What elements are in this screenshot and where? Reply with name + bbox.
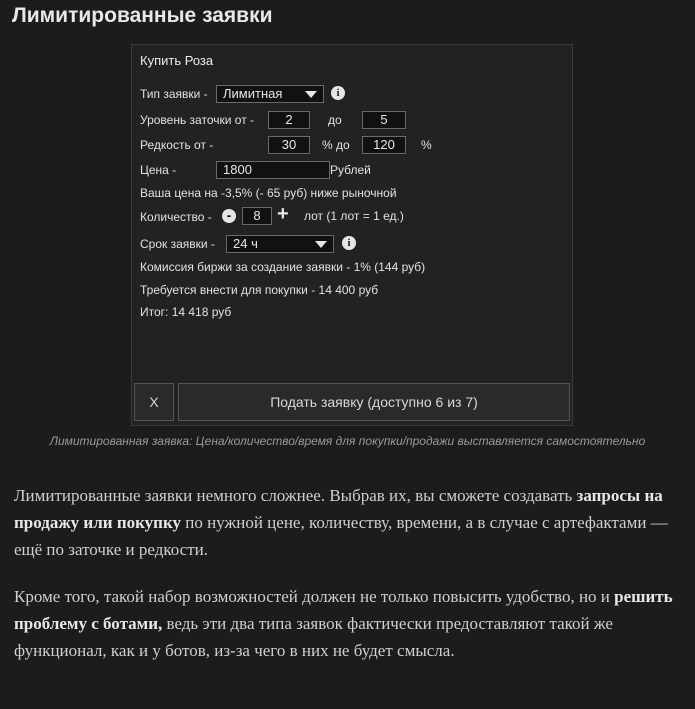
paragraph-1 bbox=[14, 482, 686, 563]
paragraph-1-text: Лимитированные заявки немного сложнее. Выбрав их, вы сможете создавать bbox=[14, 486, 577, 505]
paragraph-1-text-end: по нужной цене, количеству, времени, а в случае с артефактами — ещё по заточке и редкости. bbox=[14, 513, 668, 559]
total-text: Итог: 14 418 руб bbox=[140, 305, 232, 319]
price-label: Цена - bbox=[140, 163, 177, 177]
upgrade-to-input[interactable]: 5 bbox=[362, 111, 406, 129]
rarity-from-input[interactable]: 30 bbox=[268, 136, 310, 154]
price-unit: Рублей bbox=[330, 163, 371, 177]
duration-label: Срок заявки - bbox=[140, 237, 215, 251]
paragraph-2-bold: решить проблему с ботами, bbox=[14, 587, 673, 633]
article-heading: Лимитированные заявки bbox=[12, 4, 273, 27]
quantity-increment-button[interactable]: + bbox=[277, 203, 289, 225]
close-button[interactable]: X bbox=[134, 383, 174, 421]
commission-text: Комиссия биржи за создание заявки - 1% (144 руб) bbox=[140, 260, 426, 274]
order-type-select[interactable] bbox=[216, 85, 324, 103]
upgrade-from-input[interactable]: 2 bbox=[268, 111, 310, 129]
price-input[interactable]: 1800 bbox=[216, 161, 330, 179]
quantity-decrement-button[interactable]: - bbox=[222, 209, 236, 223]
image-caption: Лимитированная заявка: Цена/количество/время для покупки/продажи выставляется самостоятельно bbox=[49, 434, 646, 448]
rarity-to-label: % до bbox=[322, 138, 350, 152]
rarity-label: Редкость от - bbox=[140, 138, 214, 152]
info-icon[interactable]: i bbox=[331, 86, 345, 100]
quantity-input[interactable]: 8 bbox=[242, 207, 272, 225]
order-type-label: Тип заявки - bbox=[140, 87, 208, 101]
rarity-to-input[interactable]: 120 bbox=[362, 136, 406, 154]
chevron-down-icon bbox=[305, 91, 317, 98]
submit-order-button[interactable]: Подать заявку (доступно 6 из 7) bbox=[178, 383, 570, 421]
upgrade-to-label: до bbox=[328, 113, 342, 127]
required-amount-text: Требуется внести для покупки - 14 400 руб bbox=[140, 283, 379, 297]
rarity-percent-suffix: % bbox=[421, 138, 432, 152]
paragraph-2-text-end: ведь эти два типа заявок фактически предоставляют такой же функционал, как и у ботов, из-за чего в них не будет смысла. bbox=[14, 614, 613, 660]
duration-value: 24 ч bbox=[233, 236, 258, 251]
dialog-title: Купить Роза bbox=[140, 53, 214, 68]
paragraph-2 bbox=[14, 583, 686, 664]
upgrade-level-label: Уровень заточки от - bbox=[140, 113, 255, 127]
paragraph-1-bold: запросы на продажу или покупку bbox=[14, 486, 663, 532]
paragraph-2-text: Кроме того, такой набор возможностей должен не только повысить удобство, но и bbox=[14, 587, 615, 606]
lot-note: лот (1 лот = 1 ед.) bbox=[304, 209, 404, 223]
order-type-value: Лимитная bbox=[223, 86, 283, 101]
duration-select[interactable] bbox=[226, 235, 334, 253]
chevron-down-icon bbox=[315, 241, 327, 248]
buy-order-dialog bbox=[131, 44, 573, 426]
price-note: Ваша цена на -3,5% (- 65 руб) ниже рыночной bbox=[140, 186, 397, 200]
info-icon[interactable]: i bbox=[342, 236, 356, 250]
quantity-label: Количество - bbox=[140, 210, 212, 224]
